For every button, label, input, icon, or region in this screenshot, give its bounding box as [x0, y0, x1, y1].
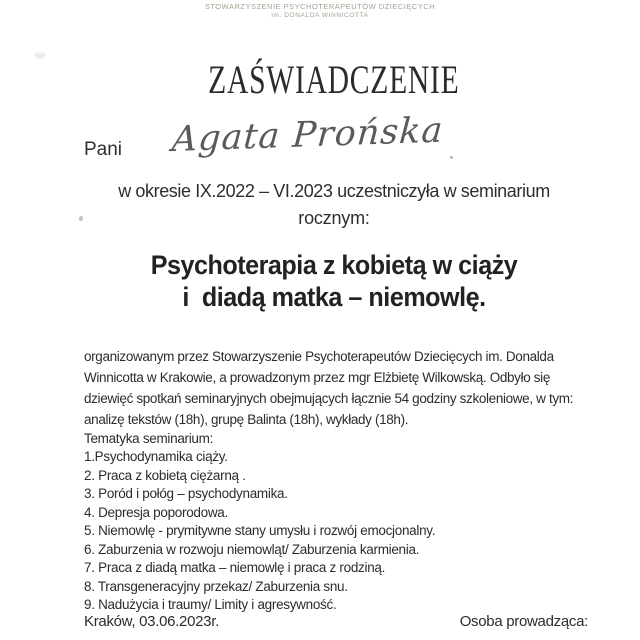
topic-item-3: 3. Poród i połóg – psychodynamika. — [84, 486, 288, 501]
topics-list — [84, 448, 435, 615]
topic-item-9: 9. Nadużycia i traumy/ Limity i agresywność. — [84, 597, 337, 612]
topic-item-2: 2. Praca z kobietą ciężarną . — [84, 467, 246, 483]
topics-header: Tematyka seminarium: — [84, 431, 214, 446]
seminar-title-line-1: Psychoterapia z kobietą w ciąży — [150, 250, 518, 280]
period-line-2: rocznym: — [298, 208, 370, 228]
description-line: dziewięć spotkań seminaryjnych obejmujących łącznie 54 godziny szkoleniowe, w tym: — [84, 391, 574, 406]
place-and-date: Kraków, 03.06.2023r. — [84, 613, 219, 630]
description-paragraph — [84, 346, 573, 430]
recipient-label: Pani — [84, 139, 123, 160]
org-header — [0, 2, 640, 20]
seminar-title — [83, 249, 585, 313]
org-patron: im. DONALDA WINNICOTTA — [271, 12, 369, 19]
handwritten-recipient-name: Agata Prońska — [170, 110, 445, 161]
org-name: STOWARZYSZENIE PSYCHOTERAPEUTÓW DZIECIĘCYCH — [204, 2, 436, 11]
footer-row — [84, 612, 588, 631]
topic-item-5: 5. Niemowlę - prymitywne stany umysłu i rozwój emocjonalny. — [84, 523, 436, 538]
description-line: analizę tekstów (18h), grupę Balinta (18h), wykłady (18h). — [84, 412, 409, 427]
period-line: w okresie IX.2022 – VI.2023 uczestniczyła w seminarium — [118, 181, 550, 201]
topic-item-1: 1.Psychodynamika ciąży. — [84, 449, 228, 464]
title-wrap — [84, 58, 584, 102]
topic-item-7: 7. Praca z diadą matka – niemowlę i praca z rodziną. — [84, 560, 386, 575]
document-title: ZAŚWIADCZENIE — [208, 57, 460, 102]
seminar-title-line-2: i diadą matka – niemowlę. — [182, 282, 486, 312]
description-line: organizowanym przez Stowarzyszenie Psychoterapeutów Dziecięcych im. Donalda — [84, 349, 554, 364]
scan-smudge-artifact — [34, 52, 46, 59]
description-line: Winnicotta w Krakowie, a prowadzonym przez mgr Elżbietę Wilkowską. Odbyło się — [84, 370, 550, 385]
ink-dot-artifact — [450, 156, 453, 159]
signature-label: Osoba prowadząca: — [459, 613, 588, 630]
topic-item-6: 6. Zaburzenia w rozwoju niemowląt/ Zaburzenia karmienia. — [84, 541, 420, 557]
topic-item-4: 4. Depresja poporodowa. — [84, 504, 228, 520]
topic-item-8: 8. Transgeneracyjny przekaz/ Zaburzenia snu. — [84, 578, 348, 594]
